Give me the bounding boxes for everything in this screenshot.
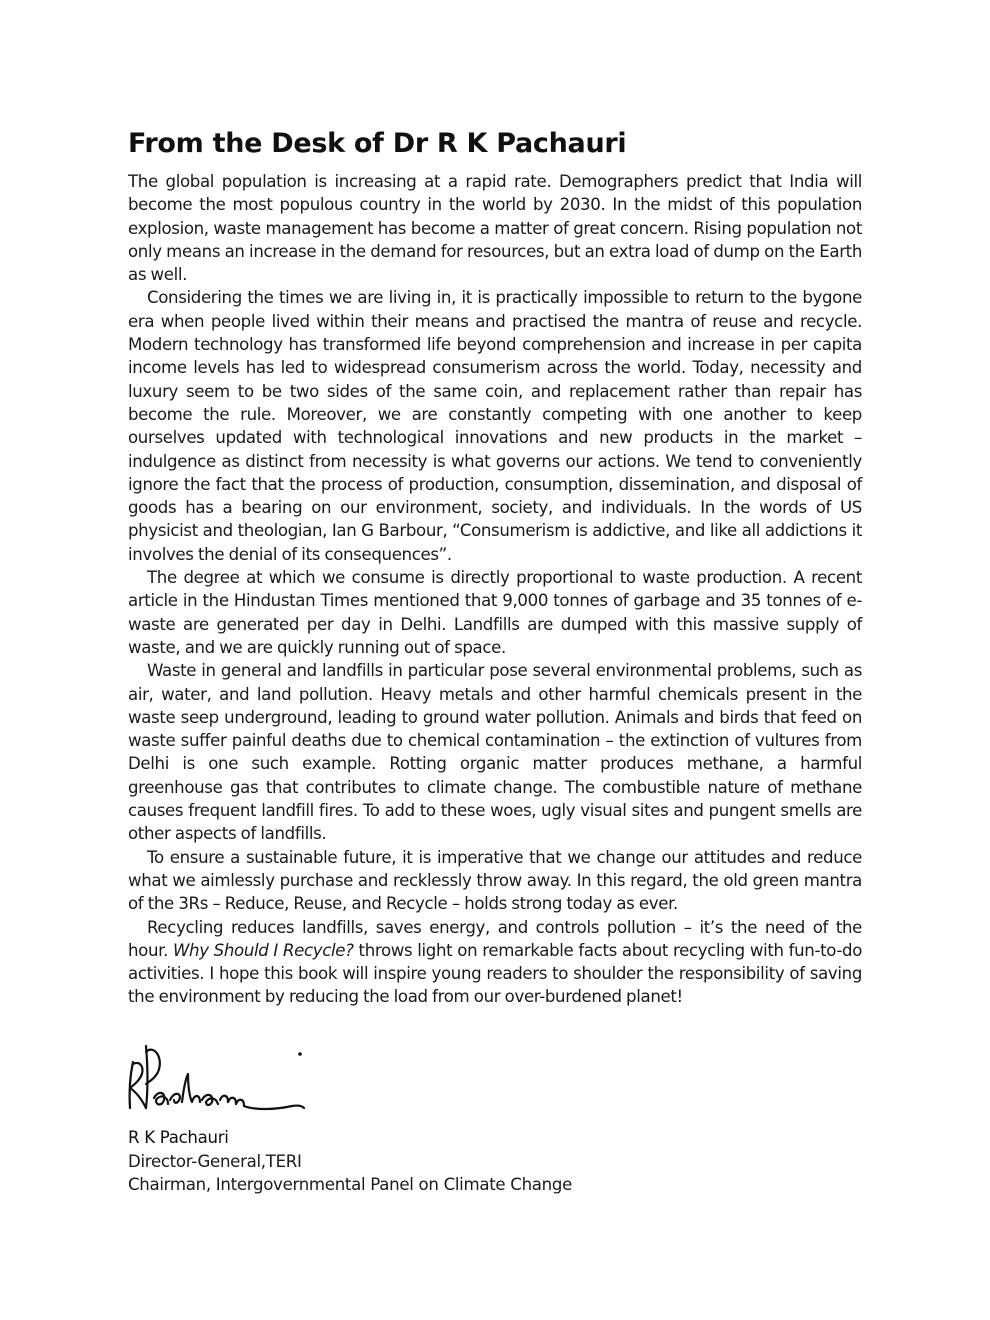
page-title: From the Desk of Dr R K Pachauri: [128, 128, 627, 159]
author-name: R K Pachauri: [128, 1128, 229, 1147]
paragraph-4: Waste in general and landfills in particular pose several environmental problems, such as air, water, and land pollution. Heavy metals and other harmful chemicals present in the waste seep underground, leading to ground water pollution. Animals and birds that feed on waste suffer painful deaths due to chemical contamination – the extinction of vultures from Delhi is one such example. Rotting organic matter produces methane, a harmful greenhouse gas that contributes to climate change. The combustible nature of methane causes frequent landfill fires. To add to these woes, ugly visual sites and pungent smells are other aspects of landfills.: [128, 661, 862, 844]
paragraph-3: The degree at which we consume is directly proportional to waste production. A recent article in the Hindustan Times mentioned that 9,000 tonnes of garbage and 35 tonnes of e-waste are generated per day in Delhi. Landfills are dumped with this massive supply of waste, and we are quickly running out of space.: [128, 568, 862, 657]
book-title: Why Should I Recycle?: [173, 940, 354, 960]
letter-body: [128, 170, 862, 1009]
signoff-block: [128, 1126, 572, 1197]
author-role-1: Director-General,TERI: [128, 1151, 302, 1171]
paragraph-6-start: Recycling reduces landfills, saves energy, and controls pollution – it’s the need of the hour.: [128, 917, 862, 960]
paragraph-5: To ensure a sustainable future, it is imperative that we change our attitudes and reduce what we aimlessly purchase and recklessly throw away. In this regard, the old green mantra of the 3Rs – Reduce, Reuse, and Recycle – holds strong today as ever.: [128, 847, 862, 914]
paragraph-6-end: throws light on remarkable facts about recycling with fun-to-do activities. I hope this book will inspire young readers to shoulder the responsibility of saving the environment by reducing the load from our over-burdened planet!: [128, 940, 862, 1007]
signature-image: [124, 1040, 314, 1124]
paragraph-6: [128, 916, 862, 1009]
paragraph-2: Considering the times we are living in, it is practically impossible to return to the bygone era when people lived within their means and practised the mantra of reuse and recycle. Modern technology has transformed life beyond comprehension and increase in per capita income levels has led to widespread consumerism across the world. Today, necessity and luxury seem to be two sides of the same coin, and replacement rather than repair has become the rule. Moreover, we are constantly competing with one another to keep ourselves updated with technological innovations and new products in the market – indulgence as distinct from necessity is what governs our actions. We tend to conveniently ignore the fact that the process of production, consumption, dissemination, and disposal of goods has a bearing on our environment, society, and individuals. In the words of US physicist and theologian, Ian G Barbour, “Consumerism is addictive, and like all addictions it involves the denial of its consequences”.: [128, 288, 862, 564]
paragraph-1: The global population is increasing at a rapid rate. Demographers predict that India will become the most populous country in the world by 2030. In the midst of this population explosion, waste management has become a matter of great concern. Rising population not only means an increase in the demand for resources, but an extra load of dump on the Earth as well.: [128, 172, 862, 285]
author-role-2: Chairman, Intergovernmental Panel on Climate Change: [128, 1175, 573, 1194]
letter-page: [128, 124, 862, 1009]
